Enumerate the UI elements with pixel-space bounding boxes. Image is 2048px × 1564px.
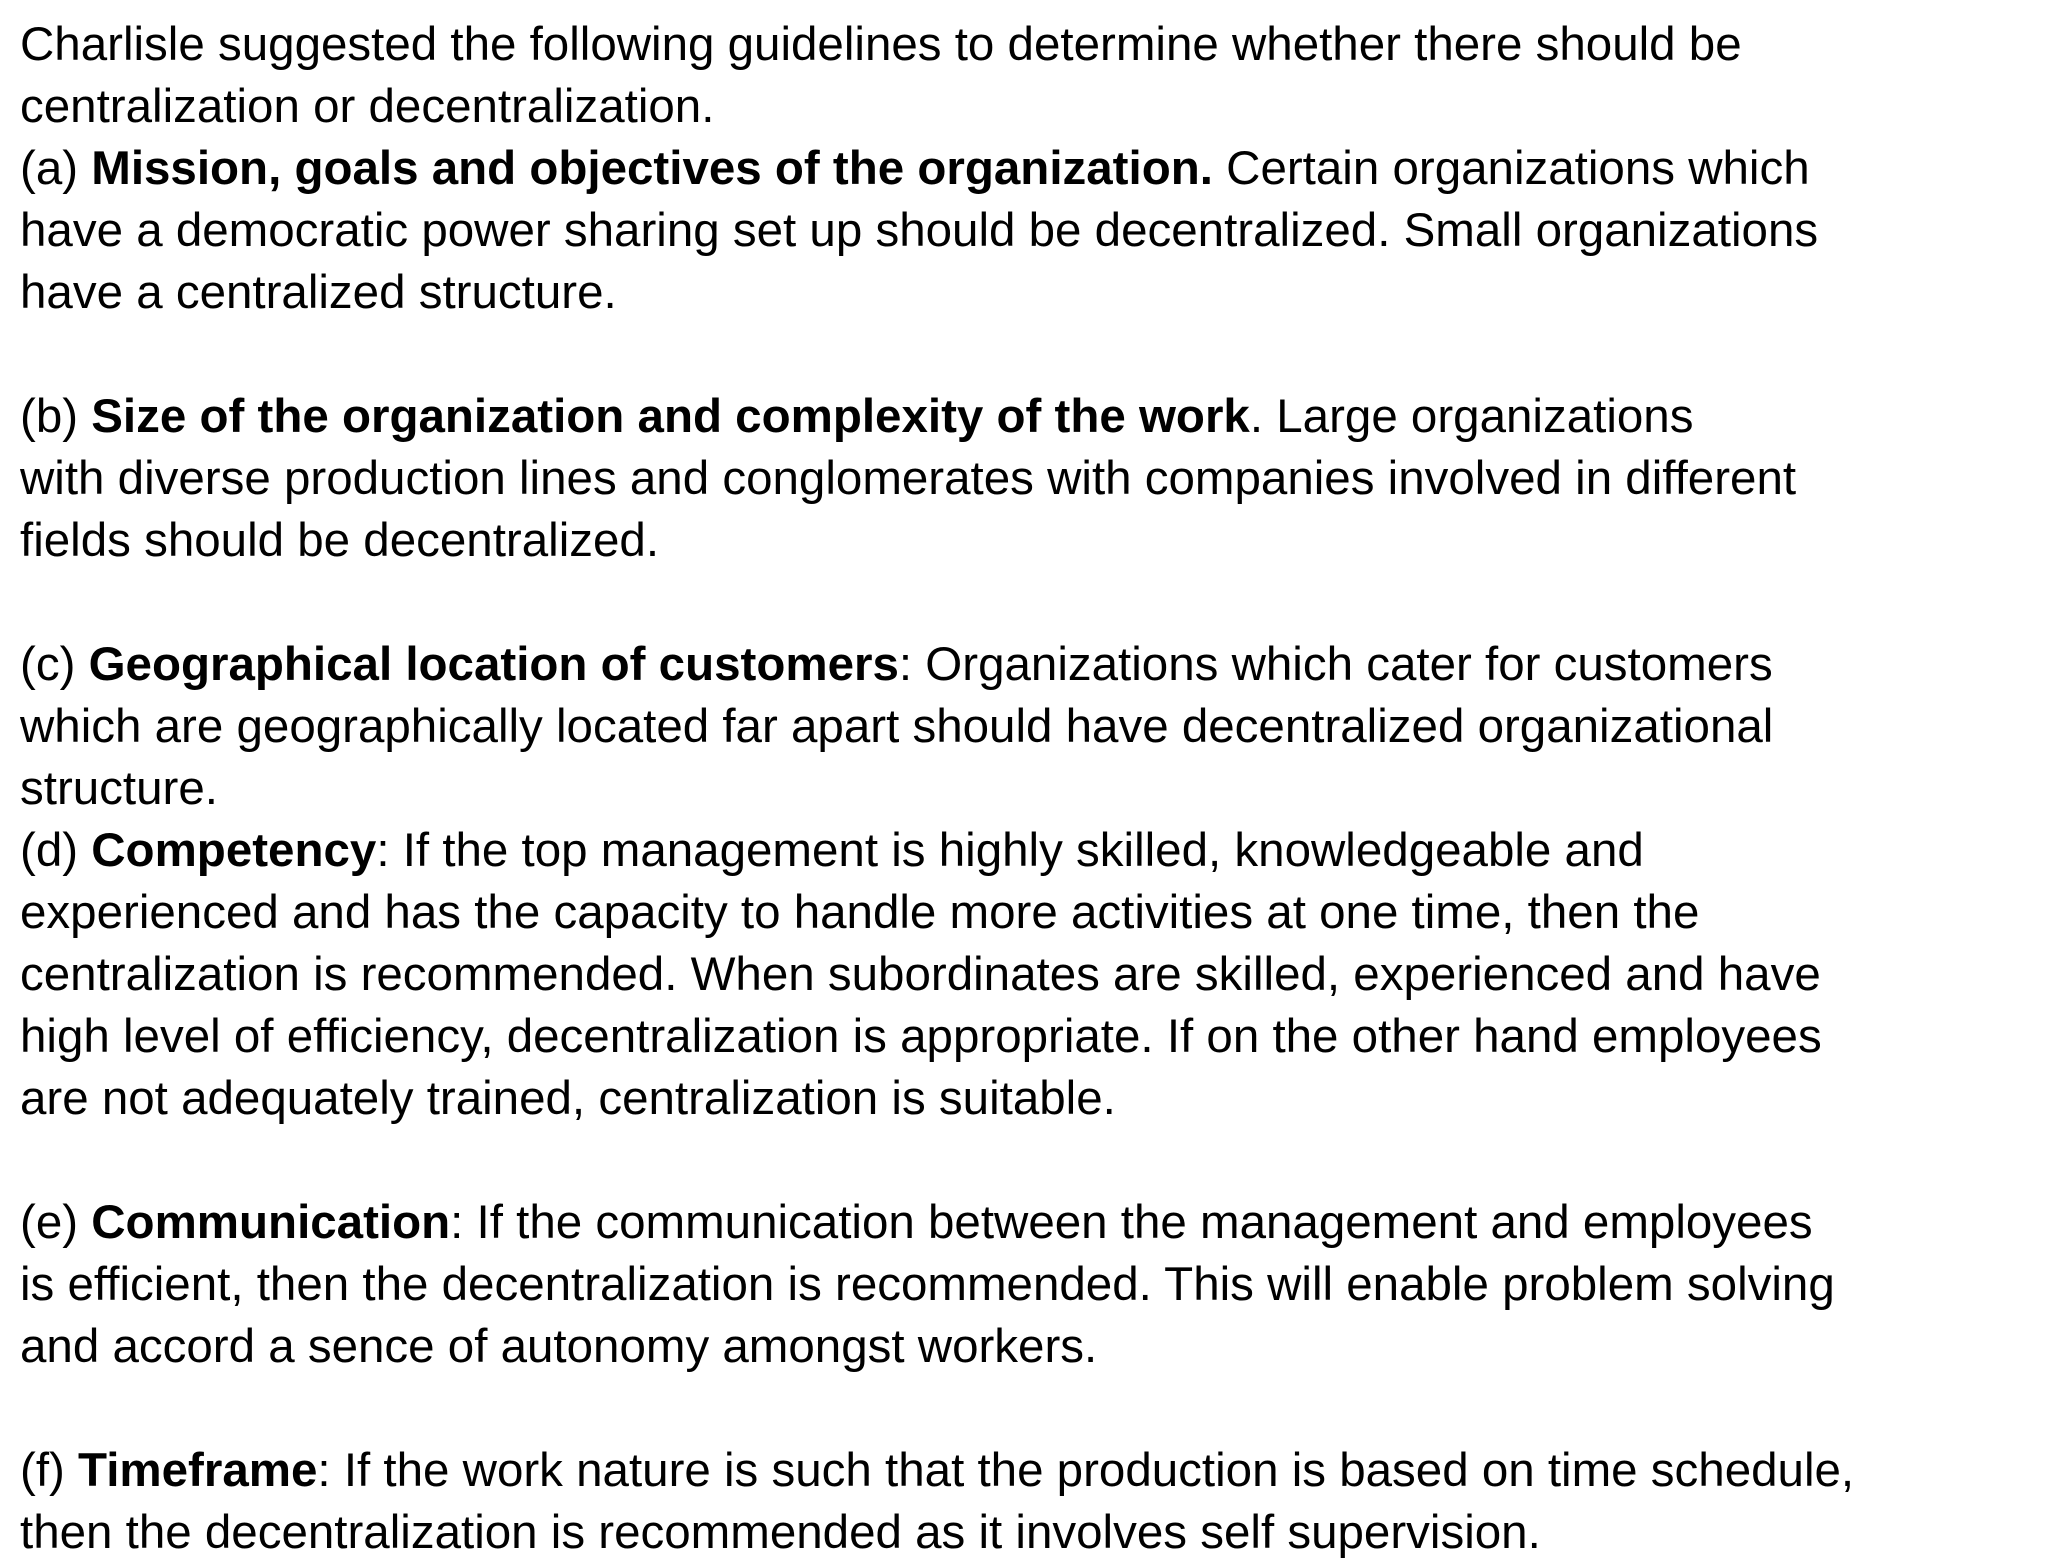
guideline-d-line: high level of efficiency, decentralization is appropriate. If on the other hand employees <box>20 1010 1822 1063</box>
guideline-d-label: (d) <box>20 824 92 877</box>
guideline-e-line: is efficient, then the decentralization is recommended. This will enable problem solving <box>20 1258 1835 1311</box>
guideline-d-first-line <box>20 820 2030 882</box>
paragraph-spacer <box>20 324 2030 386</box>
guideline-e-label: (e) <box>20 1196 92 1249</box>
guideline-c-heading: Geographical location of customers <box>88 638 899 691</box>
guideline-e-first-line <box>20 1192 2030 1254</box>
guideline-b-first-line <box>20 386 2030 448</box>
paragraph-spacer <box>20 1130 2030 1192</box>
guideline-b-line: fields should be decentralized. <box>20 514 660 567</box>
guideline-b-heading: Size of the organization and complexity of the work <box>91 390 1250 443</box>
guideline-a-text: Certain organizations which <box>1212 142 1810 195</box>
guideline-e-text: : If the communication between the management and employees <box>450 1196 1813 1249</box>
guideline-a-line: have a centralized structure. <box>20 266 617 319</box>
guideline-a-label: (a) <box>20 142 92 195</box>
guideline-a-heading: Mission, goals and objectives of the organization. <box>91 142 1213 195</box>
intro-line: Charlisle suggested the following guidelines to determine whether there should be <box>20 18 1742 71</box>
document-body <box>20 14 2030 1564</box>
guideline-c-label: (c) <box>20 638 89 691</box>
paragraph-spacer <box>20 572 2030 634</box>
guideline-b-label: (b) <box>20 390 92 443</box>
guideline-d-line: centralization is recommended. When subordinates are skilled, experienced and have <box>20 948 1821 1001</box>
guideline-b-line: with diverse production lines and conglomerates with companies involved in different <box>20 452 1797 505</box>
guideline-a-line: have a democratic power sharing set up should be decentralized. Small organizations <box>20 204 1819 257</box>
guideline-d-line: experienced and has the capacity to handle more activities at one time, then the <box>20 886 1700 939</box>
guideline-e-line: and accord a sence of autonomy amongst workers. <box>20 1320 1098 1373</box>
guideline-f-text: : If the work nature is such that the production is based on time schedule, <box>317 1444 1855 1497</box>
guideline-e-heading: Communication <box>91 1196 451 1249</box>
guideline-c-text: : Organizations which cater for customers <box>898 638 1773 691</box>
guideline-d-text: : If the top management is highly skilled, knowledgeable and <box>376 824 1644 877</box>
guideline-c-first-line <box>20 634 2030 696</box>
intro-line: centralization or decentralization. <box>20 80 715 133</box>
guideline-f-first-line <box>20 1440 2030 1502</box>
guideline-f-heading: Timeframe <box>78 1444 318 1497</box>
guideline-c-line: which are geographically located far apart should have decentralized organizational <box>20 700 1774 753</box>
guideline-d-line: are not adequately trained, centralization is suitable. <box>20 1072 1116 1125</box>
paragraph-spacer <box>20 1378 2030 1440</box>
guideline-d-heading: Competency <box>91 824 377 877</box>
guideline-c-line: structure. <box>20 762 218 815</box>
guideline-f-line: then the decentralization is recommended as it involves self supervision. <box>20 1506 1541 1559</box>
guideline-f-label: (f) <box>20 1444 79 1497</box>
guideline-b-text: . Large organizations <box>1249 390 1694 443</box>
guideline-a-first-line <box>20 138 2030 200</box>
